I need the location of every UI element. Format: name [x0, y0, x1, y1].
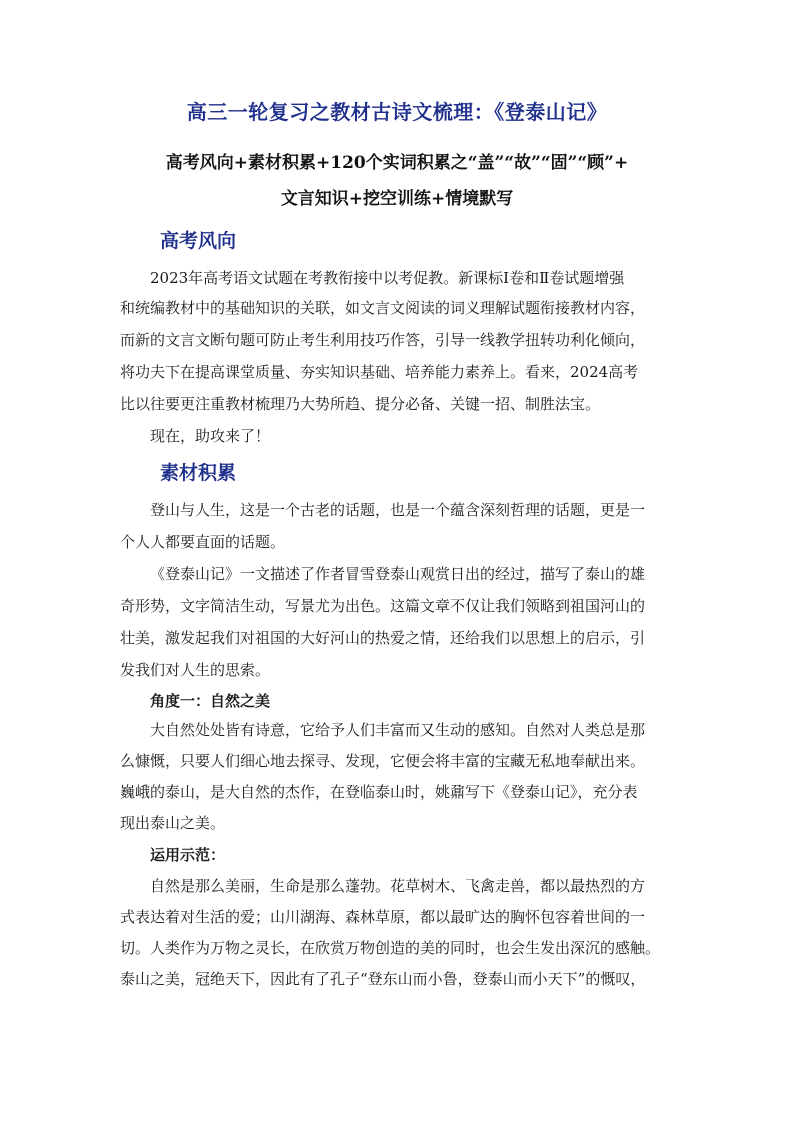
paragraph-line: 么慷慨，只要人们细心地去探寻、发现，它便会将丰富的宝藏无私地奉献出来。: [120, 752, 646, 770]
angle-label: 角度一：自然之美: [150, 692, 271, 710]
paragraph-line: 巍峨的泰山，是大自然的杰作，在登临泰山时，姚鼐写下《登泰山记》，充分表: [120, 783, 638, 801]
paragraph-line: 《登泰山记》一文描述了作者冒雪登泰山观赏日出的经过，描写了泰山的雄: [150, 565, 646, 583]
subtitle-line-1: 高考风向+素材积累+120个实词积累之“盖”“故”“固”“顾”+: [165, 153, 629, 173]
paragraph-line: 将功夫下在提高课堂质量、夯实知识基础、培养能力素养上。看来，2024高考: [120, 363, 639, 381]
paragraph-line: 奇形势，文字简洁生动，写景尤为出色。这篇文章不仅让我们领略到祖国河山的: [120, 597, 646, 615]
paragraph-line: 大自然处处皆有诗意，它给予人们丰富而又生动的感知。自然对人类总是那: [150, 721, 646, 739]
document-title: 高三一轮复习之教材古诗文梳理：《登泰山记》: [186, 100, 608, 124]
paragraph-line: 现出泰山之美。: [120, 814, 226, 832]
paragraph-line: 切。人类作为万物之灵长，在欣赏万物创造的美的同时，也会生发出深沉的感触。: [120, 939, 661, 957]
paragraph-line: 壮美，激发起我们对祖国的大好河山的热爱之情，还给我们以思想上的启示，引: [120, 629, 646, 647]
paragraph-line: 比以往要更注重教材梳理乃大势所趋、提分必备、关键一招、制胜法宝。: [120, 395, 601, 413]
paragraph-line: 泰山之美，冠绝天下，因此有了孔子“登东山而小鲁，登泰山而小天下”的慨叹，: [120, 970, 646, 988]
section-heading-material: 素材积累: [160, 462, 237, 484]
paragraph-line: 而新的文言文断句题可防止考生利用技巧作答，引导一线教学扭转功利化倾向，: [120, 331, 646, 349]
example-label: 运用示范：: [150, 846, 226, 864]
subtitle-line-2: 文言知识+挖空训练+情境默写: [280, 189, 514, 209]
paragraph-line: 发我们对人生的思索。: [120, 661, 271, 679]
paragraph-line: 现在，助攻来了！: [150, 427, 271, 445]
paragraph-line: 个人人都要直面的话题。: [120, 533, 286, 551]
paragraph-line: 2023年高考语文试题在考教衔接中以考促教。新课标Ⅰ卷和Ⅱ卷试题增强: [150, 269, 625, 287]
section-heading-gaokao-trend: 高考风向: [160, 230, 237, 252]
paragraph-line: 登山与人生，这是一个古老的话题，也是一个蕴含深刻哲理的话题，更是一: [150, 501, 646, 519]
paragraph-line: 和统编教材中的基础知识的关联，如文言文阅读的词义理解试题衔接教材内容，: [120, 299, 646, 317]
paragraph-line: 式表达着对生活的爱；山川湖海、森林草原，都以最旷达的胸怀包容着世间的一: [120, 908, 646, 926]
paragraph-line: 自然是那么美丽，生命是那么蓬勃。花草树木、飞禽走兽，都以最热烈的方: [150, 877, 646, 895]
